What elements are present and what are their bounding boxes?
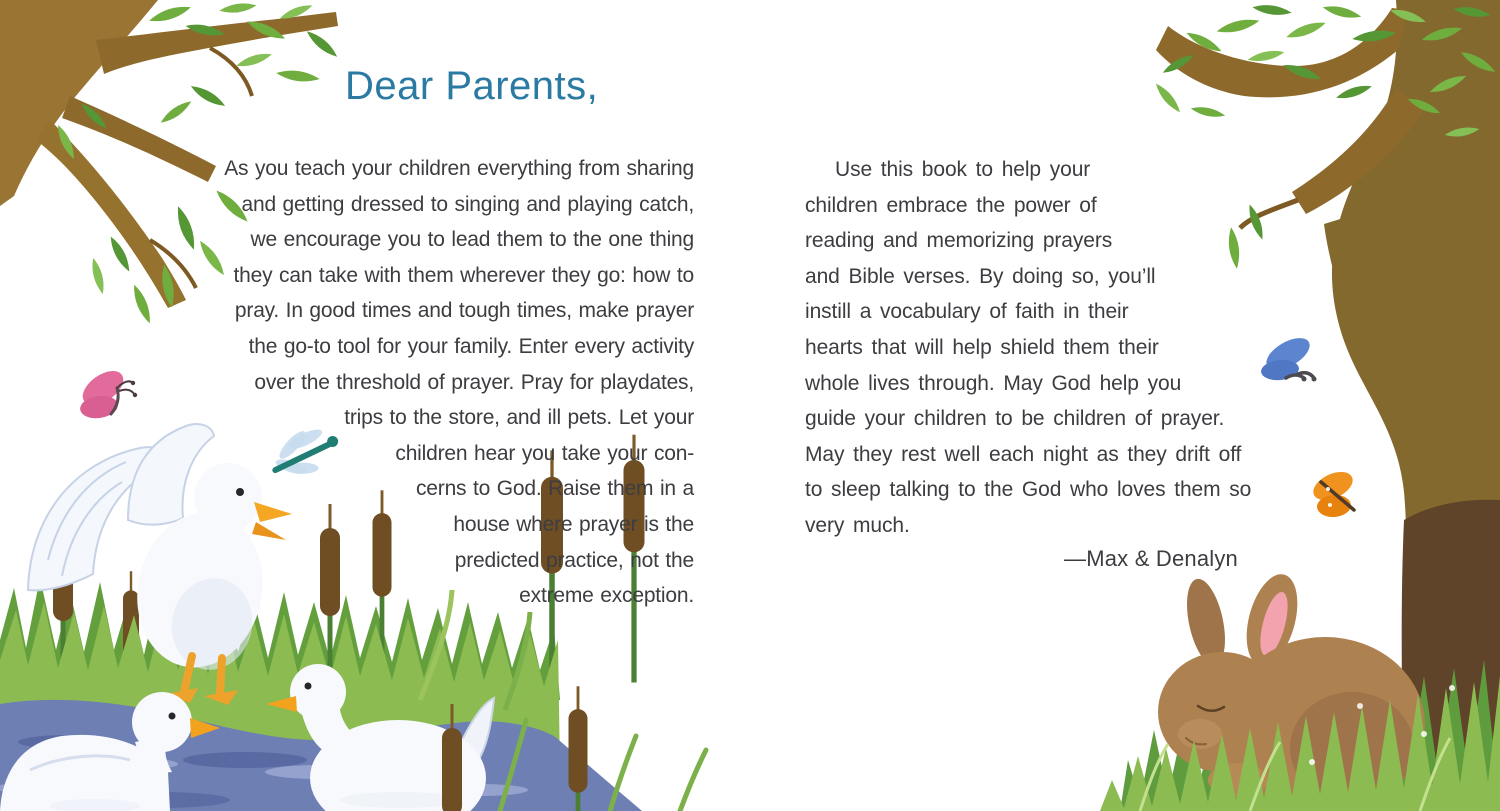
paragraph-line: extreme exception.	[519, 584, 694, 608]
paragraph-line: hearts that will help shield them their	[805, 335, 1159, 359]
pink-butterfly-icon	[77, 364, 137, 420]
right-page-paragraph	[805, 152, 1310, 544]
signature: —Max & Denalyn	[1064, 546, 1238, 571]
paragraph-line: children hear you take your con-	[395, 441, 694, 465]
paragraph-line: instill a vocabulary of faith in their	[805, 300, 1129, 324]
paragraph-line: cerns to God. Raise them in a	[416, 477, 694, 501]
paragraph-line: reading and memorizing prayers	[805, 229, 1113, 253]
paragraph-line: As you teach your children everything from sharing	[224, 157, 694, 180]
paragraph-line: guide your children to be children of prayer.	[805, 407, 1225, 431]
paragraph-line: Use this book to help your	[835, 158, 1091, 181]
paragraph-line: trips to the store, and ill pets. Let your	[344, 406, 694, 430]
page-title: Dear Parents,	[345, 64, 599, 108]
paragraph-line: house where prayer is the	[453, 512, 694, 536]
paragraph-line: May they rest well each night as they drift off	[805, 442, 1242, 466]
paragraph-line: pray. In good times and tough times, make prayer	[234, 299, 694, 323]
paragraph-line: whole lives through. May God help you	[805, 371, 1182, 395]
paragraph-line: children embrace the power of	[805, 193, 1097, 217]
paragraph-line: they can take with them wherever they go: how to	[233, 263, 694, 287]
paragraph-line: and getting dressed to singing and playing catch,	[241, 192, 694, 216]
paragraph-line: the go-to tool for your family. Enter every activity	[248, 334, 694, 358]
paragraph-line: predicted practice, not the	[454, 548, 694, 572]
paragraph-line: we encourage you to lead them to the one thing	[250, 228, 694, 252]
paragraph-line: and Bible verses. By doing so, you’ll	[805, 264, 1156, 288]
orange-butterfly-icon	[1309, 466, 1357, 518]
left-page-paragraph	[200, 151, 694, 614]
paragraph-line: over the threshold of prayer. Pray for playdates,	[254, 370, 694, 394]
paragraph-line: to sleep talking to the God who loves them so	[805, 478, 1252, 502]
paragraph-line: very much.	[805, 513, 910, 537]
